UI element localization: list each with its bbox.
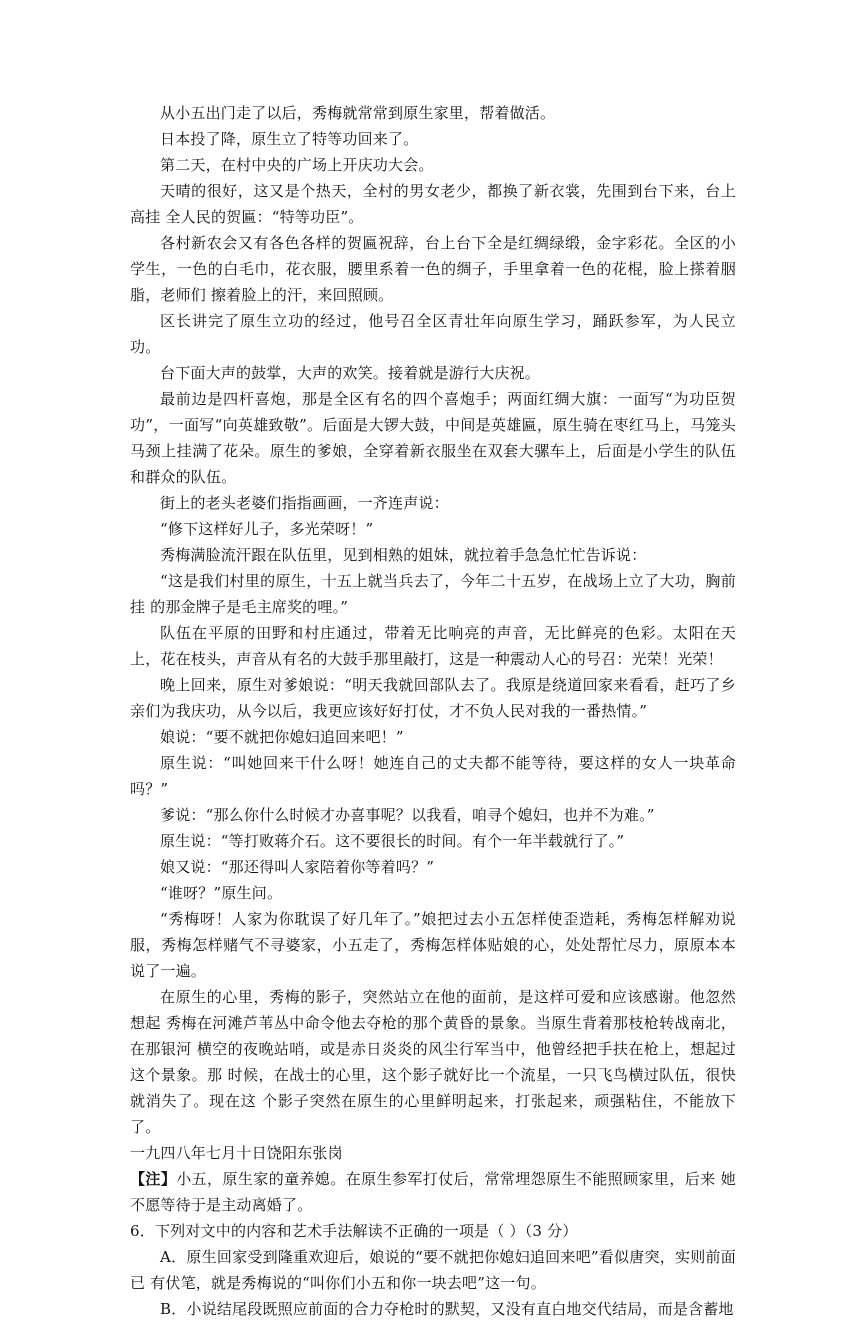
story-paragraph: 原生说：“叫她回来干什么呀！她连自己的丈夫都不能等待，要这样的女人一块革命吗？” <box>130 754 736 798</box>
story-paragraph: 在原生的心里，秀梅的影子，突然站立在他的面前，是这样可爱和应该感谢。他忽然想起 秀梅在河滩芦苇丛中命令他去夺枪的那个黄昏的景象。当原生背着那枝枪转战南北，在那银河 横空的夜晚站哨，或是赤日炎炎的风尘行军当中，他曾经把手扶在枪上，想起过这个景象。那 时候，在战士的心里，这个影子就好比一个流星，一只飞鸟横过队伍，很快就消失了。现在这 个影子突然在原生的心里鲜明起来，打张起来，顽强粘住，不能放下了。 <box>130 988 736 1136</box>
story-paragraph: “修下这样好儿子，多光荣呀！” <box>160 520 374 538</box>
story-paragraph: 区长讲完了原生立功的经过，他号召全区青壮年向原生学习，踊跃参军，为人民立功。 <box>130 312 736 356</box>
answer-option-a: A．原生回家受到隆重欢迎后，娘说的“要不就把你媳妇追回来吧”看似唐突，实则前面已 有伏笔，就是秀梅说的“叫你们小五和你一块去吧”这一句。 <box>130 1248 736 1292</box>
footnote-text: 小五，原生家的童养媳。在原生参军打仗后，常常埋怨原生不能照顾家里，后来 她不愿等待于是主动离婚了。 <box>130 1170 736 1214</box>
story-paragraph: 天晴的很好，这又是个热天，全村的男女老少，都换了新衣裳，先围到台下来，台上高挂 全人民的贺匾：“特等功臣”。 <box>130 182 736 226</box>
story-paragraph: 晚上回来，原生对爹娘说：“明天我就回部队去了。我原是绕道回家来看看，赶巧了乡亲们为我庆功，从今以后，我更应该好好打仗，才不负人民对我的一番热情。” <box>130 676 736 720</box>
story-paragraph: 最前边是四杆喜炮，那是全区有名的四个喜炮手；两面红绸大旗：一面写“为功臣贺功”，一面写“向英雄致敬”。后面是大锣大鼓，中间是英雄匾，原生骑在枣红马上，马笼头马颈上挂满了花朵。原生的爹娘，全穿着新衣服坐在双套大骡车上，后面是小学生的队伍和群众的队伍。 <box>130 390 736 486</box>
dateline: 一九四八年七月十日饶阳东张岗 <box>130 1144 343 1162</box>
story-paragraph: “谁呀？”原生问。 <box>160 884 283 902</box>
story-paragraph: 第二天，在村中央的广场上开庆功大会。 <box>160 156 434 174</box>
document-page <box>130 100 736 1322</box>
footnote-tag: 【注】 <box>130 1170 177 1188</box>
story-paragraph: 娘又说：“那还得叫人家陪着你等着吗？” <box>160 858 435 876</box>
story-paragraph: 秀梅满脸流汗跟在队伍里，见到相熟的姐妹，就拉着手急急忙忙告诉说： <box>160 546 647 564</box>
footnote <box>130 1166 736 1218</box>
story-paragraph: 日本投了降，原生立了特等功回来了。 <box>160 130 419 148</box>
story-paragraph: 娘说：“要不就把你媳妇追回来吧！” <box>160 728 404 746</box>
answer-option-b: B．小说结尾段既照应前面的合力夺枪时的默契，又没有直白地交代结局，而是含蓄地 <box>160 1300 734 1318</box>
question-stem: 6．下列对文中的内容和艺术手法解读不正确的一项是（ ）（3 分） <box>130 1222 578 1240</box>
story-paragraph: “秀梅呀！人家为你耽误了好几年了。”娘把过去小五怎样使歪造耗，秀梅怎样解劝说服，秀梅怎样赌气不寻婆家，小五走了，秀梅怎样体贴娘的心，处处帮忙尽力，原原本本说了一遍。 <box>130 910 736 980</box>
story-paragraph: “这是我们村里的原生，十五上就当兵去了，今年二十五岁，在战场上立了大功，胸前挂 的那金牌子是毛主席奖的哩。” <box>130 572 736 616</box>
story-paragraph: 从小五出门走了以后，秀梅就常常到原生家里，帮着做活。 <box>160 104 556 122</box>
story-paragraph: 队伍在平原的田野和村庄通过，带着无比响亮的声音，无比鲜亮的色彩。太阳在天上，花在枝头，声音从有名的大鼓手那里敲打，这是一种震动人心的号召：光荣！光荣！ <box>130 624 736 668</box>
story-paragraph: 原生说：“等打败蒋介石。这不要很长的时间。有个一年半载就行了。” <box>160 832 625 850</box>
story-paragraph: 爹说：“那么你什么时候才办喜事呢？以我看，咱寻个媳妇，也并不为难。” <box>160 806 655 824</box>
story-paragraph: 各村新农会又有各色各样的贺匾祝辞，台上台下全是红绸绿缎，金字彩花。全区的小学生，一色的白毛巾，花衣服，腰里系着一色的绸子，手里拿着一色的花棍，脸上搽着胭脂，老师们 擦着脸上的汗，来回照顾。 <box>130 234 736 304</box>
story-paragraph: 街上的老头老婆们指指画画，一齐连声说： <box>160 494 449 512</box>
story-paragraph: 台下面大声的鼓掌，大声的欢笑。接着就是游行大庆祝。 <box>160 364 541 382</box>
